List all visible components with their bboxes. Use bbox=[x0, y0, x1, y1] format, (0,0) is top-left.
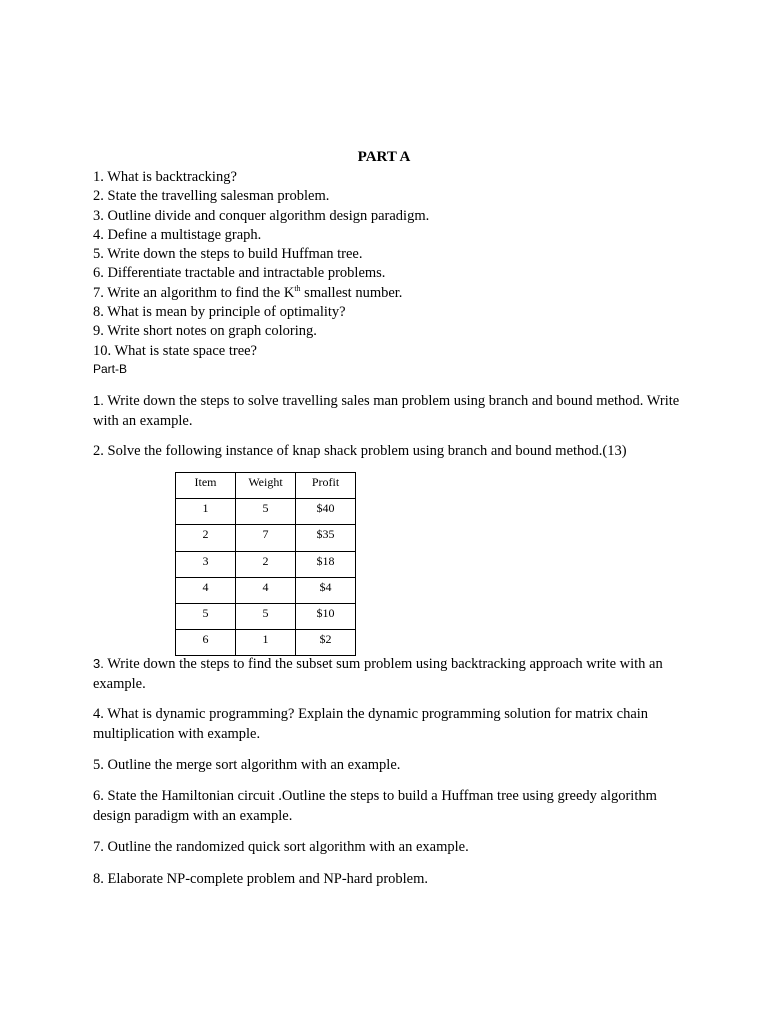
part-a-question-8: 8. What is mean by principle of optimality? bbox=[93, 304, 346, 321]
table-cell: 6 bbox=[176, 630, 236, 656]
table-cell: 5 bbox=[176, 603, 236, 629]
table-row bbox=[176, 577, 356, 603]
part-a-question-10: 10. What is state space tree? bbox=[93, 342, 257, 359]
table-row bbox=[176, 603, 356, 629]
part-b-question-1 bbox=[93, 391, 683, 431]
part-a-question-list bbox=[93, 168, 429, 361]
table-cell: 3 bbox=[176, 551, 236, 577]
knapsack-table bbox=[175, 472, 356, 656]
table-cell: $18 bbox=[296, 551, 356, 577]
table-cell: 1 bbox=[176, 499, 236, 525]
table-cell: $35 bbox=[296, 525, 356, 551]
table-cell: 4 bbox=[236, 577, 296, 603]
question-7-text-after: smallest number. bbox=[300, 284, 403, 301]
part-b-question-4: 4. What is dynamic programming? Explain the dynamic programming solution for matrix chain multiplication with example. bbox=[93, 706, 649, 742]
table-cell: 5 bbox=[236, 499, 296, 525]
part-a-question-3: 3. Outline divide and conquer algorithm design paradigm. bbox=[93, 207, 430, 224]
part-a-question-7 bbox=[93, 284, 429, 303]
table-row bbox=[176, 499, 356, 525]
table-row bbox=[176, 551, 356, 577]
table-cell: $40 bbox=[296, 499, 356, 525]
question-3-text: Write down the steps to find the subset sum problem using backtracking approach write with an example. bbox=[93, 656, 663, 692]
part-b-question-5: 5. Outline the merge sort algorithm with an example. bbox=[93, 757, 401, 773]
table-cell: $4 bbox=[296, 577, 356, 603]
table-header-item: Item bbox=[176, 473, 236, 499]
question-3-number: 3. bbox=[93, 656, 104, 671]
part-a-question-5: 5. Write down the steps to build Huffman tree. bbox=[93, 246, 363, 263]
part-b-question-2: 2. Solve the following instance of knap shack problem using branch and bound method.(13) bbox=[93, 443, 627, 459]
table-cell: $2 bbox=[296, 630, 356, 656]
table-cell: 4 bbox=[176, 577, 236, 603]
part-b-question-8: 8. Elaborate NP-complete problem and NP-hard problem. bbox=[93, 871, 429, 887]
question-7-superscript: th bbox=[294, 283, 301, 293]
question-1-number: 1. bbox=[93, 393, 104, 408]
table-header-weight: Weight bbox=[236, 473, 296, 499]
question-1-text: Write down the steps to solve travelling sales man problem using branch and bound method. Write with an example. bbox=[93, 393, 680, 429]
table-cell: 2 bbox=[236, 551, 296, 577]
table-cell: 5 bbox=[236, 603, 296, 629]
table-cell: $10 bbox=[296, 603, 356, 629]
table-cell: 1 bbox=[236, 630, 296, 656]
part-a-question-6: 6. Differentiate tractable and intractable problems. bbox=[93, 265, 386, 282]
part-a-question-9: 9. Write short notes on graph coloring. bbox=[93, 323, 317, 340]
question-7-text-before: 7. Write an algorithm to find the K bbox=[93, 284, 295, 301]
table-row bbox=[176, 525, 356, 551]
table-cell: 7 bbox=[236, 525, 296, 551]
part-b-question-7: 7. Outline the randomized quick sort algorithm with an example. bbox=[93, 839, 469, 855]
table-cell: 2 bbox=[176, 525, 236, 551]
table-header-row bbox=[176, 473, 356, 499]
part-b-question-6: 6. State the Hamiltonian circuit .Outline the steps to build a Huffman tree using greedy algorithm design paradigm with an example. bbox=[93, 788, 657, 824]
part-b-label: Part-B bbox=[93, 362, 128, 376]
part-a-heading: PART A bbox=[357, 149, 411, 165]
part-b-question-3 bbox=[93, 654, 683, 694]
part-a-question-1: 1. What is backtracking? bbox=[93, 169, 237, 185]
table-header-profit: Profit bbox=[296, 473, 356, 499]
part-a-question-4: 4. Define a multistage graph. bbox=[93, 226, 262, 243]
part-a-question-2: 2. State the travelling salesman problem. bbox=[93, 188, 330, 205]
table-row bbox=[176, 630, 356, 656]
